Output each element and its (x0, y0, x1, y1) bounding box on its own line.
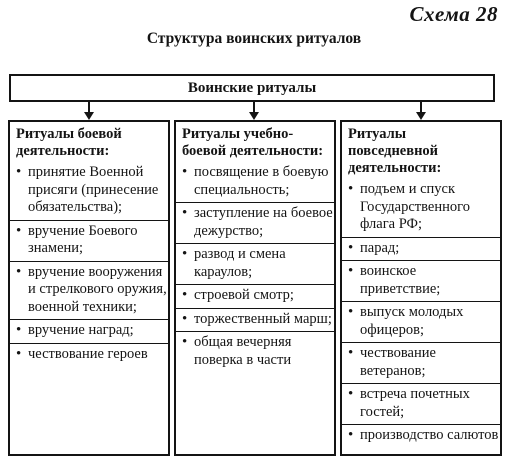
list-item: • выпуск молодых офицеров; (342, 301, 500, 339)
list-item: • посвящение в боевую специальность; (182, 164, 330, 199)
column-training (174, 120, 336, 456)
list-item: • торжественный марш; (176, 308, 334, 329)
diagram-title: Структура воинских ритуалов (146, 30, 362, 47)
arrow-middle (253, 100, 255, 114)
list-item: • строевой смотр; (176, 284, 334, 305)
list-item: • вручение наград; (10, 319, 168, 340)
list-item: • подъем и спуск Государственного флага РФ; (348, 181, 496, 234)
arrow-left (88, 100, 90, 114)
column-combat (8, 120, 170, 456)
column-title: Ритуалы учебно-боевой деятельности: (182, 126, 324, 159)
item-list (16, 164, 167, 363)
arrow-right (420, 100, 422, 114)
list-item: • чествование героев (10, 343, 168, 364)
list-item: • развод и смена караулов; (176, 243, 334, 281)
list-item: • воинское приветствие; (342, 260, 500, 298)
scheme-label: Схема 28 (409, 2, 498, 26)
list-item: • принятие Военной присяги (принесение обязательства); (16, 164, 164, 217)
root-box (9, 74, 495, 102)
list-item: • производство салютов (342, 424, 500, 445)
list-item: • чествование ветеранов; (342, 342, 500, 380)
column-daily (340, 120, 502, 456)
list-item: • встреча почетных гостей; (342, 383, 500, 421)
list-item: • общая вечерняя поверка в части (176, 331, 334, 369)
list-item: • парад; (342, 237, 500, 258)
root-label: Воинские ритуалы (187, 79, 317, 96)
column-title: Ритуалы повседневной деятельности: (348, 126, 442, 176)
list-item: • вручение вооружения и стрелкового оружия, военной техники; (10, 261, 168, 317)
item-list (348, 181, 499, 445)
list-item: • вручение Боевого знамени; (10, 220, 168, 258)
list-item: • заступление на боевое дежурство; (176, 202, 334, 240)
item-list (182, 164, 333, 369)
column-title: Ритуалы боевой деятельности: (16, 126, 122, 159)
